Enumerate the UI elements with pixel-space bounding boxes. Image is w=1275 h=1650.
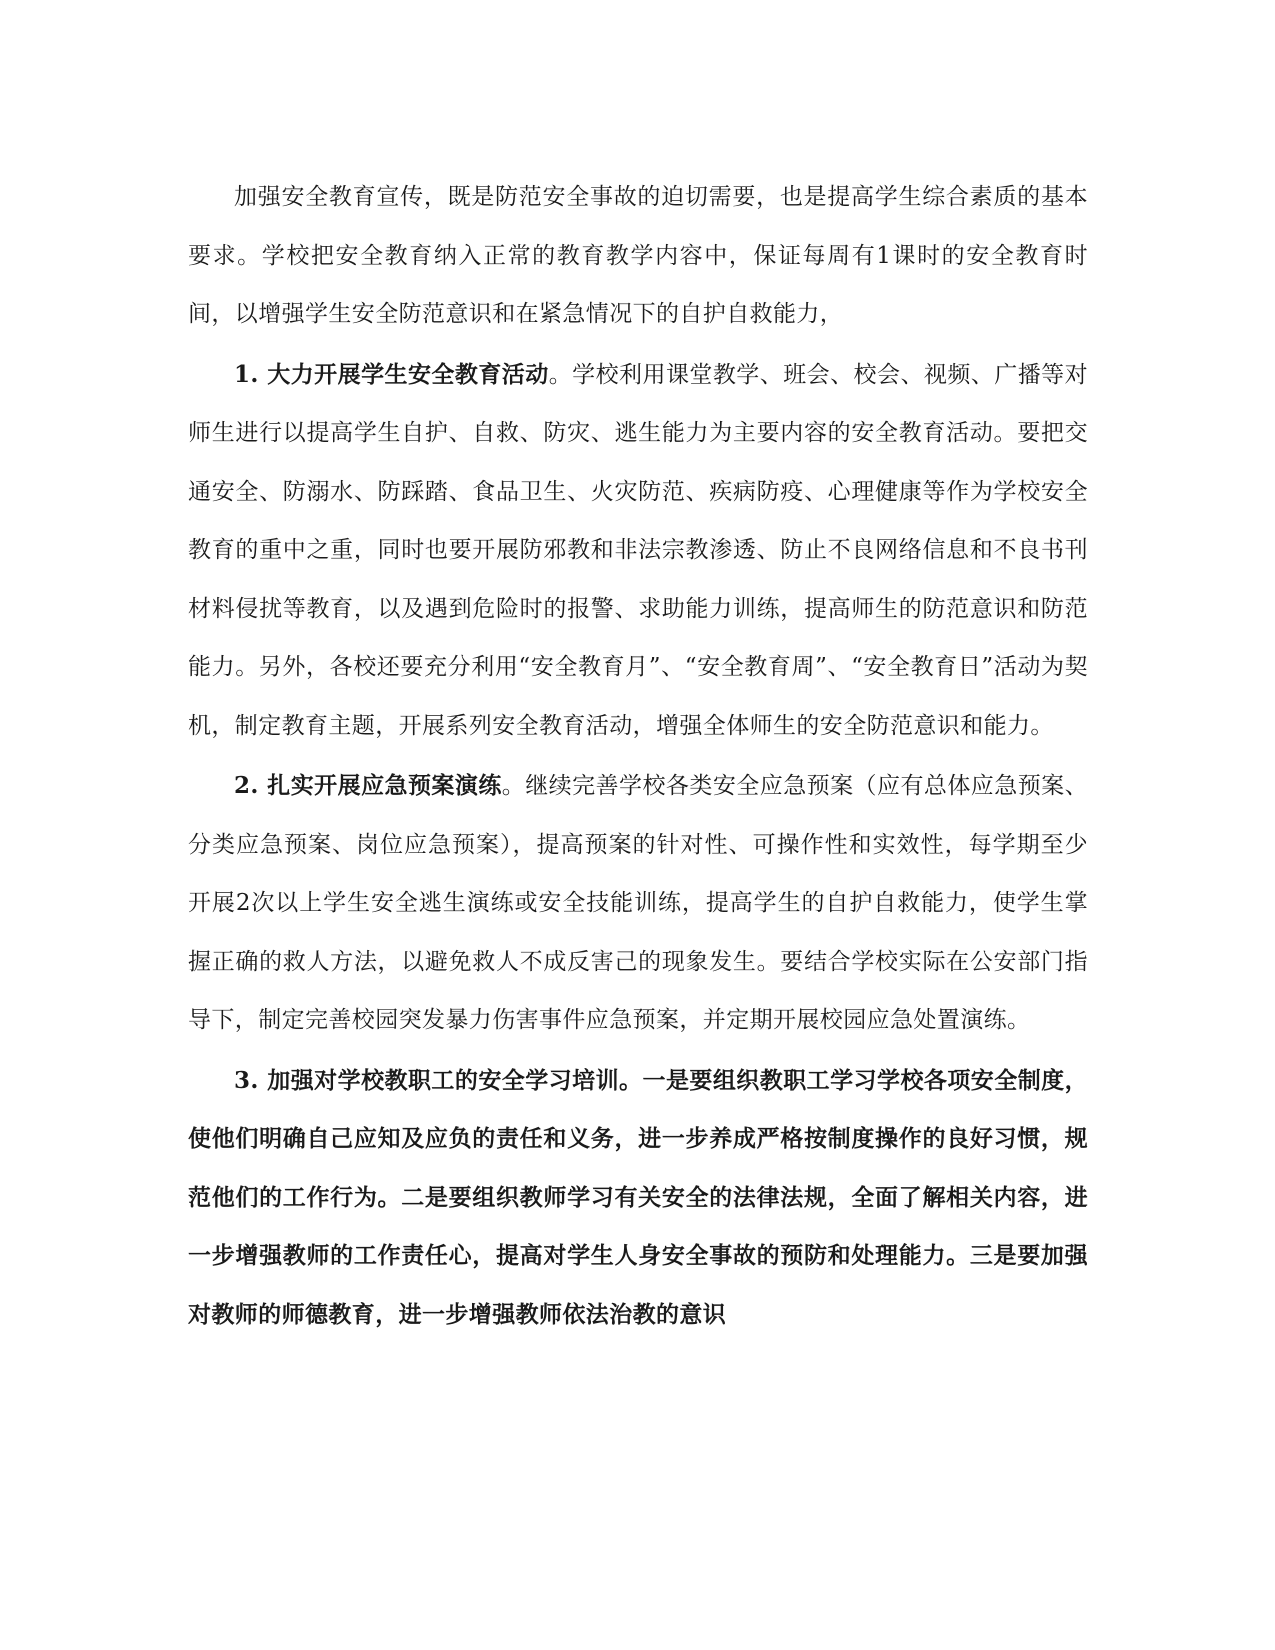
section-2-body: 。继续完善学校各类安全应急预案（应有总体应急预案、分类应急预案、岗位应急预案），提高预案的针对性、可操作性和实效性，每学期至少开展2次以上学生安全逃生演练或安全技能训练，提高学生的自护自救能力，使学生掌握正确的救人方法，以避免救人不成反害己的现象发生。要结合学校实际在公安部门指导下，制定完善校园突发暴力伤害事件应急预案，并定期开展校园应急处置演练。 — [188, 773, 1089, 1033]
section-1-heading: 1. 大力开展学生安全教育活动 — [234, 360, 549, 388]
section-3-body: 。一是要组织教职工学习学校各项安全制度，使他们明确自己应知及应负的责任和义务，进一步养成严格按制度操作的良好习惯，规范他们的工作行为。二是要组织教师学习有关安全的法律法规，全面了解相关内容，进一步增强教师的工作责任心，提高对学生人身安全事故的预防和处理能力。三是要加强对教师的师德教育，进一步增强教师依法治教的意识 — [188, 1066, 1089, 1328]
section-2-heading: 2. 扎实开展应急预案演练 — [234, 772, 502, 799]
section-1-paragraph — [188, 346, 1088, 756]
intro-paragraph: 加强安全教育宣传，既是防范安全事故的迫切需要，也是提高学生综合素质的基本要求。学校把安全教育纳入正常的教育教学内容中，保证每周有1课时的安全教育时间，以增强学生安全防范意识和在紧急情况下的自护自救能力， — [188, 184, 1088, 327]
document-page — [188, 168, 1088, 1346]
section-2-paragraph — [188, 757, 1088, 1050]
section-3-paragraph — [188, 1052, 1088, 1345]
section-3-heading: 3. 加强对学校教职工的安全学习培训 — [234, 1066, 620, 1094]
section-1-body: 。学校利用课堂教学、班会、校会、视频、广播等对师生进行以提高学生自护、自救、防灾、逃生能力为主要内容的安全教育活动。要把交通安全、防溺水、防踩踏、食品卫生、火灾防范、疾病防疫、心理健康等作为学校安全教育的重中之重，同时也要开展防邪教和非法宗教渗透、防止不良网络信息和不良书刊材料侵扰等教育，以及遇到危险时的报警、求助能力训练，提高师生的防范意识和防范能力。另外，各校还要充分利用“安全教育月”、“安全教育周”、“安全教育日”活动为契机，制定教育主题，开展系列安全教育活动，增强全体师生的安全防范意识和能力。 — [188, 361, 1088, 739]
